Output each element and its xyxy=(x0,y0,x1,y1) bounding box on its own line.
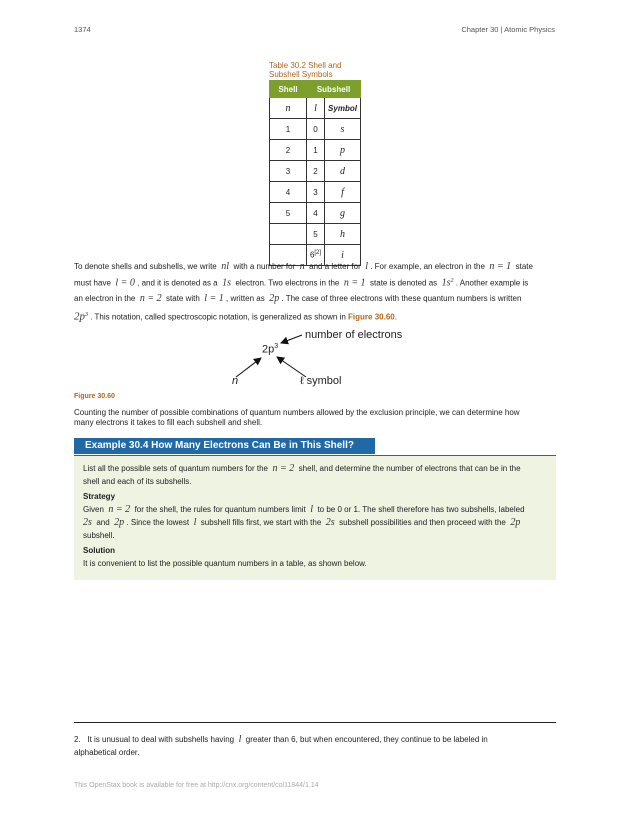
example-box: List all the possible sets of quantum numbers for the n = 2 shell, and determine the number of electrons that can be in the shell and each of its subshells. Strategy Given n = 2 for the shell, the rules for quantum numbers limit l to be 0 or 1. The shell therefore has two subshells, labeled 2s and 2p . Since the lowest l subshell fills first, we start with the 2s subshell possibilities and then proceed with the 2p subshell. Solution It is convenient to list the possible quantum numbers in a table, as shown below. xyxy=(74,456,556,580)
paragraph-notation: To denote shells and subshells, we write nl with a number for n and a letter for l . For example, an electron in the n = 1 state must have l = 0 , and it is denoted as a 1s electron. Two electrons in the n = 1 state is denoted as $1s^2$ . Another example is an electron in the n = 2 state with l = 1 , written as 2p . The case of three electrons with these quantum numbers is written $2p^3$ . This notation, called spectroscopic notation, is generalized as shown in Figure 30.60. xyxy=(74,261,533,323)
table-cell: 6[2] xyxy=(307,245,325,266)
table-row xyxy=(270,119,361,140)
figure-label-electrons: number of electrons xyxy=(305,329,403,341)
figure-caption: Figure 30.60 xyxy=(74,393,115,400)
table-cell: h xyxy=(325,224,361,245)
footnote-ref[interactable]: [2] xyxy=(314,250,322,257)
arrow-l xyxy=(277,357,306,377)
chapter-title: Chapter 30 | Atomic Physics xyxy=(461,25,555,34)
table-cell: 5 xyxy=(270,203,307,224)
table-cell: i xyxy=(325,245,361,266)
table-cell: 5 xyxy=(307,224,325,245)
figure-center-term: $2p^3$ xyxy=(262,343,279,356)
figure-label-n: n xyxy=(232,375,239,387)
table-subhead-symbol: Symbol xyxy=(325,98,361,119)
solution-text: It is convenient to list the possible quantum numbers in a table, as shown below. xyxy=(83,559,367,568)
solution-heading: Solution xyxy=(83,546,115,555)
page-number: 1374 xyxy=(74,25,91,34)
footnote: 2. It is unusual to deal with subshells having l greater than 6, but when encountered, they continue to be labeled in alphabetical order. xyxy=(74,734,488,757)
table-cell: 2 xyxy=(307,161,325,182)
table-row xyxy=(270,203,361,224)
table-cell: 2 xyxy=(270,140,307,161)
example-header-rule xyxy=(74,438,556,456)
table-cell: s xyxy=(325,119,361,140)
table-cell: 4 xyxy=(307,203,325,224)
table-cell: 1 xyxy=(270,119,307,140)
paragraph-counting: Counting the number of possible combinations of quantum numbers allowed by the exclusion principle, we can determine how many electrons it takes to fill each subshell and shell. xyxy=(74,408,520,427)
figure-label-l-symbol: ℓ symbol xyxy=(300,375,342,387)
footnote-divider xyxy=(74,722,556,723)
arrow-n xyxy=(236,358,261,377)
table-cell: g xyxy=(325,203,361,224)
table-row xyxy=(270,140,361,161)
table-header-shell: Shell xyxy=(270,81,307,98)
figure-link[interactable]: Figure 30.60 xyxy=(348,312,395,322)
table-header-subshell: Subshell xyxy=(307,81,361,98)
shell-subshell-table xyxy=(269,80,361,266)
table-cell: 0 xyxy=(307,119,325,140)
table-row xyxy=(270,161,361,182)
table-cell xyxy=(270,224,307,245)
arrow-electrons xyxy=(281,335,302,343)
table-subhead-l: l xyxy=(307,98,325,119)
table-cell: p xyxy=(325,140,361,161)
table-row xyxy=(270,224,361,245)
table-subhead-n: n xyxy=(270,98,307,119)
table-caption: Table 30.2 Shell and Subshell Symbols xyxy=(269,61,342,79)
table-cell: f xyxy=(325,182,361,203)
table-row xyxy=(270,182,361,203)
table-cell: 4 xyxy=(270,182,307,203)
strategy-heading: Strategy xyxy=(83,492,116,501)
table-cell: 3 xyxy=(307,182,325,203)
table-cell: 1 xyxy=(307,140,325,161)
table-cell: 3 xyxy=(270,161,307,182)
example-title: Example 30.4 How Many Electrons Can Be in This Shell? xyxy=(74,438,375,454)
table-cell: d xyxy=(325,161,361,182)
page-footer: This OpenStax book is available for free at http://cnx.org/content/col11844/1.14 xyxy=(74,782,319,789)
